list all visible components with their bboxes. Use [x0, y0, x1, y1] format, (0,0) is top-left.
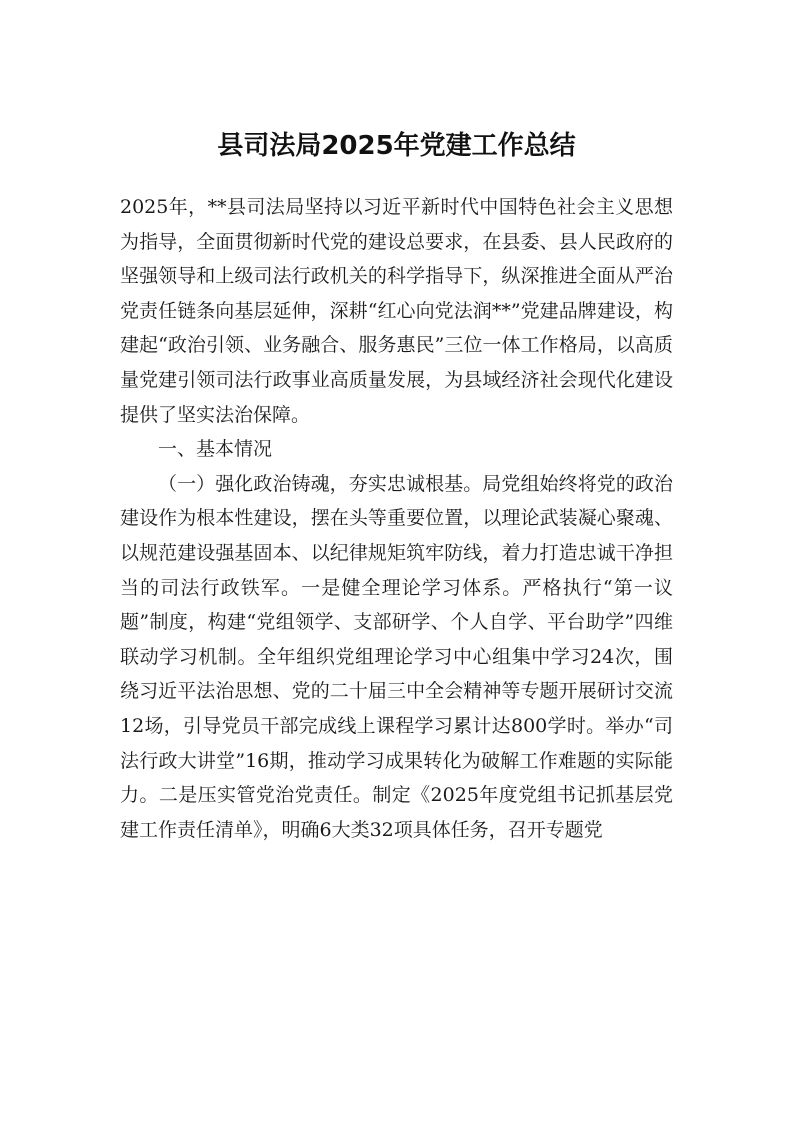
document-title: 县司法局2025年党建工作总结	[217, 131, 576, 161]
document-body	[120, 190, 673, 847]
section-heading: 一、基本情况	[158, 438, 273, 461]
intro-paragraph: 2025年，**县司法局坚持以习近平新时代中国特色社会主义思想为指导，全面贯彻新时代党的建设总要求，在县委、县人民政府的坚强领导和上级司法行政机关的科学指导下，纵深推进全面从严治党责任链条向基层延伸，深耕“红心向党法润**”党建品牌建设，构建起“政治引领、业务融合、服务惠民”三位一体工作格局，以高质量党建引领司法行政事业高质量发展，为县域经济社会现代化建设提供了坚实法治保障。	[120, 196, 673, 426]
subsection-paragraph: （一）强化政治铸魂，夯实忠诚根基。局党组始终将党的政治建设作为根本性建设，摆在头等重要位置，以理论武装凝心聚魂、以规范建设强基固本、以纪律规矩筑牢防线，着力打造忠诚干净担当的司法行政铁军。一是健全理论学习体系。严格执行“第一议题”制度，构建“党组领学、支部研学、个人自学、平台助学”四维联动学习机制。全年组织党组理论学习中心组集中学习24次，围绕习近平法治思想、党的二十届三中全会精神等专题开展研讨交流12场，引导党员干部完成线上课程学习累计达800学时。举办“司法行政大讲堂”16期，推动学习成果转化为破解工作难题的实际能力。二是压实管党治党责任。制定《2025年度党组书记抓基层党建工作责任清单》，明确6大类32项具体任务，召开专题党	[120, 472, 673, 841]
